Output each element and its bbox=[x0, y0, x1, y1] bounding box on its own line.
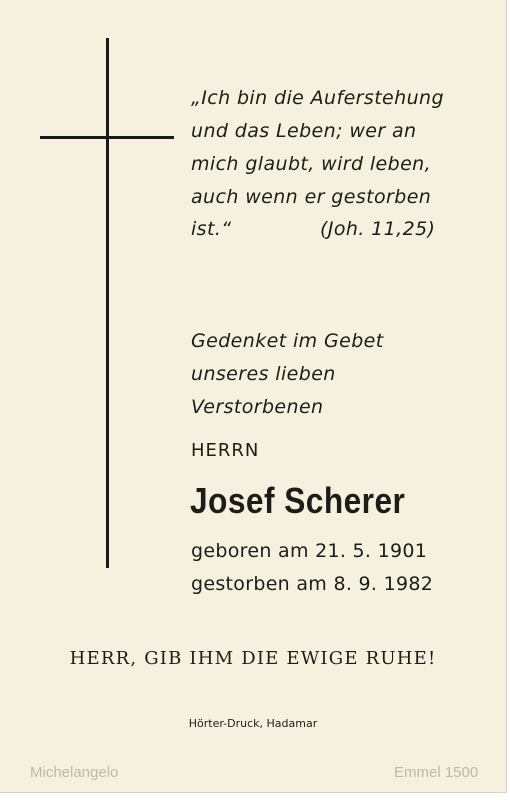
deceased-name: Josef Scherer bbox=[190, 480, 406, 521]
cross-vertical-beam bbox=[106, 38, 109, 568]
verse-line-4: auch wenn er gestorben bbox=[191, 186, 432, 208]
verse-line-1: „Ich bin die Auferstehung bbox=[191, 87, 444, 109]
verse-line-2: und das Leben; wer an bbox=[191, 120, 417, 142]
birth-date: geboren am 21. 5. 1901 bbox=[191, 540, 428, 562]
cross-horizontal-beam bbox=[40, 136, 174, 139]
verse-line-3: mich glaubt, wird leben, bbox=[191, 153, 432, 175]
death-date: gestorben am 8. 9. 1982 bbox=[191, 573, 434, 595]
verse-line-5: ist.“ bbox=[191, 218, 232, 240]
memorial-line-2: unseres lieben bbox=[191, 363, 336, 385]
printer-credit: Hörter-Druck, Hadamar bbox=[188, 717, 318, 730]
footer-stamp-left: Michelangelo bbox=[30, 764, 119, 781]
memorial-line-3: Verstorbenen bbox=[191, 396, 324, 418]
footer-stamp-right: Emmel 1500 bbox=[394, 764, 479, 781]
memorial-line-1: Gedenket im Gebet bbox=[191, 330, 384, 352]
closing-prayer: HERR, GIB IHM DIE EWIGE RUHE! bbox=[69, 648, 437, 669]
salutation: HERRN bbox=[191, 440, 260, 461]
verse-reference: (Joh. 11,25) bbox=[320, 218, 436, 240]
